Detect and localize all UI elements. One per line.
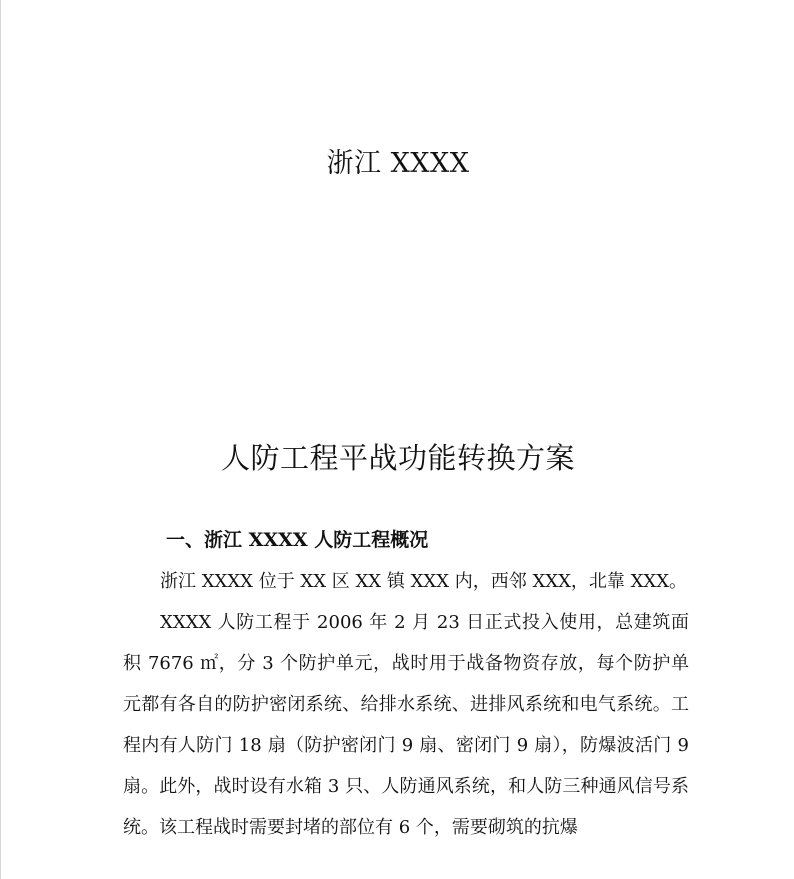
paragraph-overview: XXXX 人防工程于 2006 年 2 月 23 日正式投入使用，总建筑面积 7676 ㎡，分 3 个防护单元，战时用于战备物资存放，每个防护单元都有各自的防护密闭系统、给排水系统、进排风系统和电气系统。工程内有人防门 18 扇（防护密闭门 9 扇、密闭门 9 扇），防爆波活门 9 扇。此外，战时设有水箱 3 只、人防通风系统，和人防三种通风信号系统。该工程战时需要封堵的部位有 6 个，需要砌筑的抗爆: [123, 612, 689, 838]
company-title: 浙江 XXXX: [326, 148, 470, 179]
paragraph-location: 浙江 XXXX 位于 XX 区 XX 镇 XXX 内，西邻 XXX，北靠 XXX。: [160, 571, 688, 592]
document-title: 人防工程平战功能转换方案: [220, 441, 575, 475]
section-heading: 一、浙江 XXXX 人防工程概况: [166, 529, 429, 551]
